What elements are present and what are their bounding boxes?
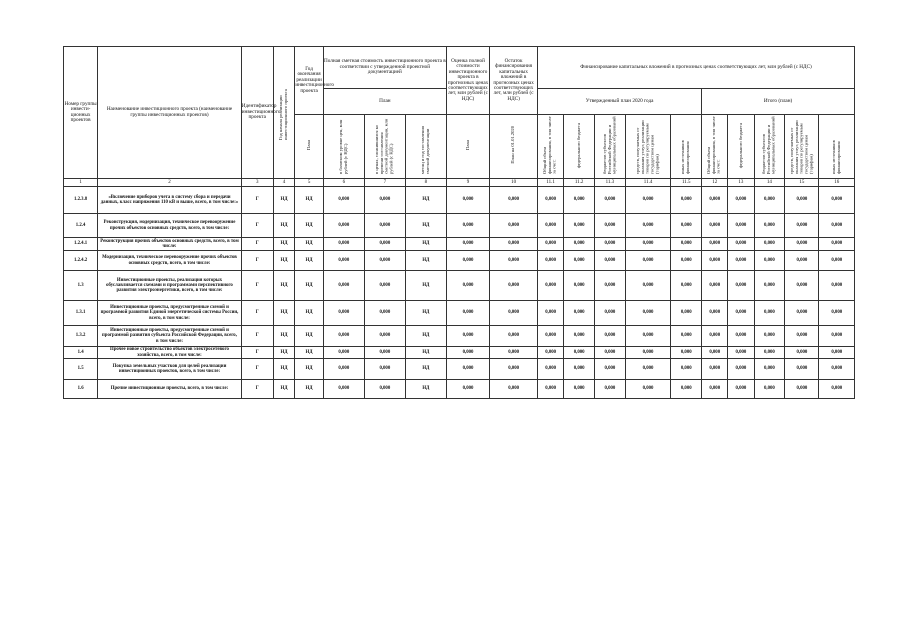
- row-value: 0,000: [323, 251, 364, 271]
- column-number: 5: [295, 179, 323, 187]
- row-value: НД: [273, 251, 295, 271]
- row-value: НД: [405, 347, 446, 359]
- row-value: 0,000: [595, 347, 626, 359]
- header-financing: Финансирование капитальных вложений в прогнозных ценах соответствующих лет, млн рублей (с НДС): [538, 47, 855, 89]
- table-row: [64, 271, 855, 301]
- row-value: 0,000: [728, 326, 754, 347]
- row-id: Г: [241, 238, 273, 251]
- row-value: 0,000: [671, 380, 702, 399]
- row-value: 0,000: [595, 187, 626, 214]
- row-value: 0,000: [785, 359, 819, 380]
- table-row: [64, 251, 855, 271]
- header-approved-plan: Утвержденный план 2020 года: [538, 89, 702, 115]
- row-value: 0,000: [754, 326, 785, 347]
- row-value: НД: [273, 326, 295, 347]
- row-value: 0,000: [785, 187, 819, 214]
- row-value: 0,000: [446, 271, 489, 301]
- row-value: 0,000: [595, 271, 626, 301]
- row-value: 0,000: [564, 214, 595, 238]
- row-value: 0,000: [702, 359, 728, 380]
- row-value: 0,000: [785, 326, 819, 347]
- row-value: 0,000: [625, 251, 671, 271]
- row-value: 0,000: [323, 187, 364, 214]
- row-number: 1.2.4: [64, 214, 98, 238]
- row-value: НД: [273, 380, 295, 399]
- row-value: 0,000: [595, 301, 626, 326]
- row-value: 0,000: [564, 251, 595, 271]
- header-year-end: Год окончания реализации инвестиционного проекта: [295, 47, 323, 115]
- sub-current-prices: в ценах, сложившихся ко времени составления сметной документации, млн рублей (с НДС): [364, 115, 405, 179]
- investment-table: [63, 46, 855, 399]
- row-value: 0,000: [538, 271, 564, 301]
- row-value: 0,000: [728, 251, 754, 271]
- row-value: 0,000: [625, 214, 671, 238]
- row-value: 0,000: [538, 347, 564, 359]
- row-value: 0,000: [564, 301, 595, 326]
- row-value: 0,000: [702, 271, 728, 301]
- row-value: 0,000: [625, 326, 671, 347]
- column-number: 11.1: [538, 179, 564, 187]
- table-row: [64, 359, 855, 380]
- row-value: 0,000: [446, 238, 489, 251]
- row-value: 0,000: [364, 187, 405, 214]
- row-value: 0,000: [819, 301, 855, 326]
- row-value: НД: [405, 271, 446, 301]
- row-value: НД: [295, 326, 323, 347]
- row-value: 0,000: [754, 359, 785, 380]
- row-value: 0,000: [538, 187, 564, 214]
- row-number: 1.2.4.1: [64, 238, 98, 251]
- column-number: 11.4: [625, 179, 671, 187]
- header-project-id: Идентификатор инвестиционного проекта: [241, 47, 273, 179]
- row-value: 0,000: [564, 187, 595, 214]
- row-value: НД: [273, 347, 295, 359]
- row-value: 0,000: [564, 380, 595, 399]
- row-id: Г: [241, 214, 273, 238]
- row-id: Г: [241, 251, 273, 271]
- row-name: Реконструкция прочих объектов основных средств, всего, в том числе:: [98, 238, 242, 251]
- row-value: 0,000: [625, 359, 671, 380]
- row-value: 0,000: [671, 359, 702, 380]
- row-value: 0,000: [538, 214, 564, 238]
- row-value: 0,000: [595, 359, 626, 380]
- row-value: 0,000: [819, 359, 855, 380]
- row-value: 0,000: [364, 380, 405, 399]
- header-project-name: Наименование инвестиционного проекта (наименование группы инвестиционных проектов): [98, 47, 242, 179]
- column-number: 10: [490, 179, 538, 187]
- row-value: НД: [405, 301, 446, 326]
- row-value: 0,000: [819, 326, 855, 347]
- row-value: 0,000: [785, 271, 819, 301]
- row-id: Г: [241, 326, 273, 347]
- table-row: [64, 326, 855, 347]
- row-value: 0,000: [323, 214, 364, 238]
- row-value: НД: [273, 238, 295, 251]
- row-number: 1.3.1: [64, 301, 98, 326]
- row-value: 0,000: [490, 187, 538, 214]
- row-value: 0,000: [490, 238, 538, 251]
- row-value: 0,000: [785, 301, 819, 326]
- row-value: НД: [295, 380, 323, 399]
- row-value: 0,000: [323, 326, 364, 347]
- row-value: 0,000: [754, 347, 785, 359]
- row-value: 0,000: [728, 238, 754, 251]
- row-value: НД: [273, 187, 295, 214]
- row-id: Г: [241, 380, 273, 399]
- column-number: 8: [405, 179, 446, 187]
- row-value: 0,000: [819, 380, 855, 399]
- table-row: [64, 347, 855, 359]
- row-value: 0,000: [671, 238, 702, 251]
- row-name: Покупка земельных участков для целей реализации инвестиционных проектов, всего, в том числе:: [98, 359, 242, 380]
- row-value: НД: [295, 347, 323, 359]
- row-value: 0,000: [785, 380, 819, 399]
- row-value: НД: [273, 271, 295, 301]
- row-value: 0,000: [728, 271, 754, 301]
- row-value: 0,000: [728, 301, 754, 326]
- row-value: 0,000: [671, 347, 702, 359]
- row-value: 0,000: [364, 251, 405, 271]
- sub-plan: План: [295, 115, 323, 179]
- sub-plan-date: План на 01.01.2020: [490, 115, 538, 179]
- column-number: 6: [323, 179, 364, 187]
- row-value: 0,000: [754, 301, 785, 326]
- row-value: 0,000: [323, 380, 364, 399]
- row-value: НД: [273, 214, 295, 238]
- row-value: 0,000: [702, 301, 728, 326]
- row-value: НД: [295, 238, 323, 251]
- fin-regional-sum: бюджетов субъектов Российской Федерации и муниципальных образований: [754, 115, 785, 179]
- row-value: 0,000: [702, 214, 728, 238]
- sub-doc-date: месяц и год составления сметной документации: [405, 115, 446, 179]
- row-value: НД: [273, 301, 295, 326]
- row-id: Г: [241, 271, 273, 301]
- row-value: 0,000: [323, 238, 364, 251]
- row-value: 0,000: [446, 251, 489, 271]
- row-value: 0,000: [538, 380, 564, 399]
- row-value: 0,000: [564, 347, 595, 359]
- row-value: 0,000: [785, 347, 819, 359]
- column-number: 7: [364, 179, 405, 187]
- row-name: Прочие инвестиционные проекты, всего, в том числе:: [98, 380, 242, 399]
- row-value: НД: [405, 238, 446, 251]
- column-number: 9: [446, 179, 489, 187]
- row-value: 0,000: [754, 187, 785, 214]
- row-value: 0,000: [702, 380, 728, 399]
- row-value: 0,000: [364, 326, 405, 347]
- row-value: НД: [405, 214, 446, 238]
- row-value: 0,000: [702, 347, 728, 359]
- row-name: «Включение приборов учета в систему сбора и передачи данных, класс напряжения 110 кВ и выше, всего, в том числе:»: [98, 187, 242, 214]
- row-value: 0,000: [446, 347, 489, 359]
- column-number: 12: [702, 179, 728, 187]
- row-value: 0,000: [364, 238, 405, 251]
- row-value: 0,000: [819, 238, 855, 251]
- table-row: [64, 301, 855, 326]
- row-value: 0,000: [538, 251, 564, 271]
- column-number: 2: [98, 179, 242, 187]
- row-value: 0,000: [446, 301, 489, 326]
- row-value: 0,000: [490, 251, 538, 271]
- table-row: [64, 238, 855, 251]
- row-value: 0,000: [671, 187, 702, 214]
- row-value: 0,000: [364, 301, 405, 326]
- row-value: НД: [405, 380, 446, 399]
- fin-other-2020: иных источников финансирования: [671, 115, 702, 179]
- column-number: 16: [819, 179, 855, 187]
- row-value: 0,000: [323, 359, 364, 380]
- row-id: Г: [241, 347, 273, 359]
- header-year-start: Год начала реализации инвестиционного проекта: [273, 47, 295, 179]
- fin-tariffs-2020: средств, получаемых от оказания услуг, реализации товаров по регулируемым государством ценам (тарифам): [625, 115, 671, 179]
- row-value: 0,000: [671, 214, 702, 238]
- row-value: 0,000: [728, 347, 754, 359]
- column-number: 11.3: [595, 179, 626, 187]
- row-value: 0,000: [595, 380, 626, 399]
- row-value: НД: [405, 359, 446, 380]
- row-value: 0,000: [446, 214, 489, 238]
- row-value: 0,000: [671, 301, 702, 326]
- row-value: 0,000: [671, 326, 702, 347]
- row-value: 0,000: [595, 326, 626, 347]
- column-number: 15: [785, 179, 819, 187]
- row-name: Прочее новое строительство объектов электросетевого хозяйства, всего, в том числе:: [98, 347, 242, 359]
- row-value: НД: [405, 187, 446, 214]
- row-value: 0,000: [625, 380, 671, 399]
- row-value: 0,000: [323, 347, 364, 359]
- row-name: Инвестиционные проекты, предусмотренные схемой и программой развития субъекта Российской Федерации, всего, в том числе:: [98, 326, 242, 347]
- row-id: Г: [241, 359, 273, 380]
- column-number: 3: [241, 179, 273, 187]
- row-value: 0,000: [671, 271, 702, 301]
- row-value: НД: [295, 271, 323, 301]
- row-value: 0,000: [564, 238, 595, 251]
- fin-federal-2020: федерального бюджета: [564, 115, 595, 179]
- row-value: НД: [405, 251, 446, 271]
- row-name: Реконструкция, модернизация, техническое перевооружение прочих объектов основных средств, всего, в том числе:: [98, 214, 242, 238]
- table-row: [64, 187, 855, 214]
- row-value: 0,000: [702, 251, 728, 271]
- row-value: 0,000: [754, 271, 785, 301]
- row-number: 1.5: [64, 359, 98, 380]
- row-value: 0,000: [490, 326, 538, 347]
- row-value: 0,000: [728, 359, 754, 380]
- row-value: 0,000: [323, 271, 364, 301]
- row-value: 0,000: [490, 359, 538, 380]
- row-value: 0,000: [728, 214, 754, 238]
- row-value: 0,000: [364, 214, 405, 238]
- column-number-row: [64, 179, 855, 187]
- row-id: Г: [241, 187, 273, 214]
- row-value: НД: [295, 301, 323, 326]
- row-number: 1.3.2: [64, 326, 98, 347]
- row-value: НД: [295, 359, 323, 380]
- row-value: 0,000: [446, 359, 489, 380]
- row-number: 1.6: [64, 380, 98, 399]
- row-value: 0,000: [490, 347, 538, 359]
- row-value: 0,000: [364, 347, 405, 359]
- row-value: НД: [405, 326, 446, 347]
- row-value: 0,000: [754, 380, 785, 399]
- header-group-number: Номер группы инвести-ционных проектов: [64, 47, 98, 179]
- row-value: 0,000: [364, 359, 405, 380]
- fin-total-2020: Общий объем финансирования, в том числе за счет:: [538, 115, 564, 179]
- row-value: 0,000: [728, 380, 754, 399]
- sub-base-prices: в базисном уровне цен, млн рублей (с НДС): [323, 115, 364, 179]
- row-value: 0,000: [595, 251, 626, 271]
- row-value: 0,000: [702, 326, 728, 347]
- row-value: 0,000: [446, 326, 489, 347]
- row-value: 0,000: [595, 214, 626, 238]
- row-value: НД: [295, 251, 323, 271]
- row-number: 1.4: [64, 347, 98, 359]
- row-value: 0,000: [728, 187, 754, 214]
- row-value: 0,000: [625, 271, 671, 301]
- row-value: 0,000: [564, 271, 595, 301]
- row-value: 0,000: [671, 251, 702, 271]
- row-name: Инвестиционные проекты, реализация которых обуславливается схемами и программами перспективного развития электроэнергетики, всего, в том числе:: [98, 271, 242, 301]
- row-value: 0,000: [538, 326, 564, 347]
- row-value: 0,000: [785, 251, 819, 271]
- row-value: 0,000: [754, 238, 785, 251]
- fin-tariffs-sum: средств, получаемых от оказания услуг, реализации товаров по регулируемым государством ценам (тарифам): [785, 115, 819, 179]
- row-value: 0,000: [754, 214, 785, 238]
- row-value: 0,000: [819, 187, 855, 214]
- row-number: 1.3: [64, 271, 98, 301]
- row-value: 0,000: [625, 238, 671, 251]
- column-number: 4: [273, 179, 295, 187]
- row-number: 1.2.4.2: [64, 251, 98, 271]
- row-value: 0,000: [538, 301, 564, 326]
- row-value: 0,000: [490, 214, 538, 238]
- row-name: Инвестиционные проекты, предусмотренные схемой и программой развития Единой энергетической системы России, всего, в том числе:: [98, 301, 242, 326]
- row-value: НД: [295, 214, 323, 238]
- fin-federal-sum: федерального бюджета: [728, 115, 754, 179]
- header-full-cost-estimate: Оценка полной стоимости инвестиционного проекта в прогнозных ценах соответствующих лет, млн рублей (с НДС): [446, 47, 489, 115]
- column-number: 13: [728, 179, 754, 187]
- fin-total-sum: Общий объем финансирования, в том числе за счет:: [702, 115, 728, 179]
- header-full-cost: Полная сметная стоимость инвестиционного проекта в соответствии с утвержденной проектной документацией: [323, 47, 446, 89]
- row-name: Модернизация, техническое перевооружение прочих объектов основных средств, всего, в том числе:: [98, 251, 242, 271]
- investment-table-document: [63, 46, 855, 392]
- row-id: Г: [241, 301, 273, 326]
- row-number: 1.2.3.8: [64, 187, 98, 214]
- sub-plan-estimate: План: [446, 115, 489, 179]
- row-value: 0,000: [819, 271, 855, 301]
- row-value: 0,000: [364, 271, 405, 301]
- row-value: 0,000: [754, 251, 785, 271]
- row-value: 0,000: [323, 301, 364, 326]
- row-value: 0,000: [785, 238, 819, 251]
- header-total: Итого (план): [702, 89, 855, 115]
- row-value: 0,000: [702, 187, 728, 214]
- row-value: 0,000: [702, 238, 728, 251]
- header-plan: План: [323, 89, 446, 115]
- row-value: 0,000: [446, 187, 489, 214]
- header-remaining-financing: Остаток финансирования капитальных вложений в прогнозных ценах соответствующих лет, млн рублей (с НДС): [490, 47, 538, 115]
- column-number: 14: [754, 179, 785, 187]
- table-body: [64, 187, 855, 399]
- row-value: 0,000: [564, 326, 595, 347]
- row-value: 0,000: [785, 214, 819, 238]
- fin-regional-2020: бюджетов субъектов Российской Федерации и муниципальных образований: [595, 115, 626, 179]
- row-value: 0,000: [625, 301, 671, 326]
- row-value: НД: [273, 359, 295, 380]
- row-value: НД: [295, 187, 323, 214]
- row-value: 0,000: [819, 251, 855, 271]
- row-value: 0,000: [490, 271, 538, 301]
- row-value: 0,000: [538, 359, 564, 380]
- table-row: [64, 214, 855, 238]
- fin-other-sum: иных источников финансирования: [819, 115, 855, 179]
- column-number: 1: [64, 179, 98, 187]
- row-value: 0,000: [446, 380, 489, 399]
- row-value: 0,000: [625, 187, 671, 214]
- table-row: [64, 380, 855, 399]
- row-value: 0,000: [538, 238, 564, 251]
- row-value: 0,000: [595, 238, 626, 251]
- row-value: 0,000: [490, 301, 538, 326]
- column-number: 11.5: [671, 179, 702, 187]
- column-number: 11.2: [564, 179, 595, 187]
- row-value: 0,000: [819, 214, 855, 238]
- row-value: 0,000: [819, 347, 855, 359]
- row-value: 0,000: [490, 380, 538, 399]
- row-value: 0,000: [564, 359, 595, 380]
- row-value: 0,000: [625, 347, 671, 359]
